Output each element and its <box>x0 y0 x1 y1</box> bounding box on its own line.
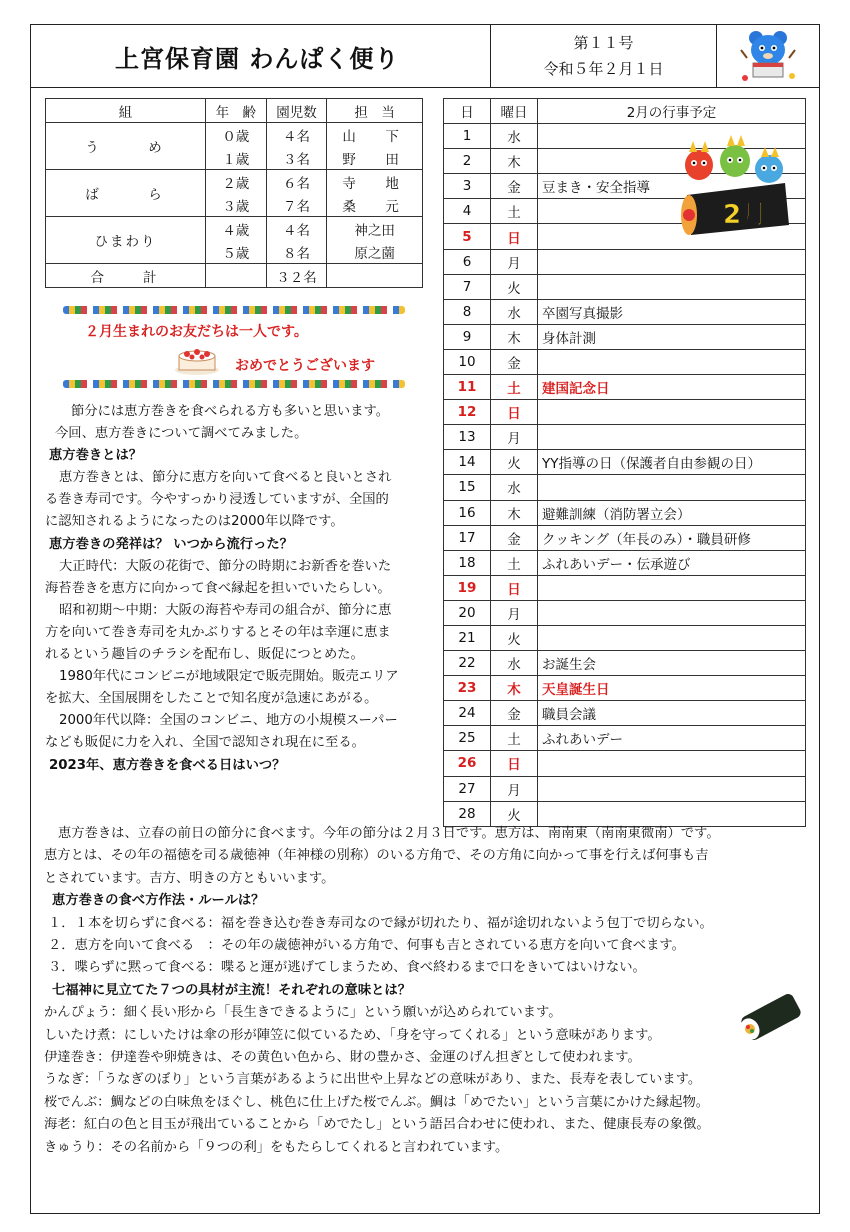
weekday-cell: 水 <box>491 124 538 149</box>
issue-date: 令和５年２月１日 <box>543 60 664 78</box>
event-cell <box>538 274 806 299</box>
day-cell: 3 <box>444 174 491 199</box>
weekday-cell: 水 <box>491 651 538 676</box>
day-cell: 19 <box>444 575 491 600</box>
schedule-row <box>444 575 806 600</box>
day-cell: 28 <box>444 801 491 826</box>
day-cell: 1 <box>444 124 491 149</box>
day-cell: 5 <box>444 224 491 249</box>
age-cell: ２歳 <box>206 170 267 194</box>
event-cell <box>538 475 806 500</box>
paragraph: 恵方巻きは、立春の前日の節分に食べます。今年の節分は２月３日です。恵方は、南南東（南南東微南）です。 <box>58 826 720 841</box>
day-cell: 12 <box>444 400 491 425</box>
weekday-cell: 金 <box>491 174 538 199</box>
schedule-row <box>444 450 806 475</box>
day-cell: 17 <box>444 525 491 550</box>
day-cell: 7 <box>444 274 491 299</box>
schedule-row <box>444 324 806 349</box>
weekday-cell: 土 <box>491 199 538 224</box>
weekday-cell: 月 <box>491 776 538 801</box>
rule-item: ３．喋らずに黙って食べる：喋ると運が逃げてしまうため、食べ終わるまで口をきいてはいけない。 <box>48 960 646 976</box>
weekday-cell: 水 <box>491 475 538 500</box>
schedule-row <box>444 349 806 374</box>
table-row <box>46 170 423 194</box>
empty-cell <box>327 264 423 288</box>
weekday-cell: 木 <box>491 324 538 349</box>
ingredient-item: きゅうり：その名前から「９つの利」をもたらしてくれると言われています。 <box>44 1139 509 1155</box>
day-cell: 18 <box>444 550 491 575</box>
event-cell: ふれあいデー・伝承遊び <box>538 550 806 575</box>
age-cell: １歳 <box>206 146 267 170</box>
staff-cell: 山 下 <box>327 123 423 147</box>
day-cell: 15 <box>444 475 491 500</box>
paragraph: 2000年代以降：全国のコンビニ、地方の小規模スーパー <box>59 713 398 729</box>
section-heading: 七福神に見立てた７つの具材が主流！それぞれの意味とは？ <box>52 982 412 998</box>
schedule-row <box>444 550 806 575</box>
weekday-cell: 火 <box>491 274 538 299</box>
ingredient-item: 伊達巻き：伊達巻や卵焼きは、その黄色い色から、財の豊かさ、金運のげん担ぎとして使われます。 <box>44 1050 641 1066</box>
paragraph: 恵方巻きとは、節分に恵方を向いて食べると良いとされ <box>59 470 392 486</box>
paragraph: 大正時代：大阪の花街で、節分の時期にお新香を巻いた <box>59 558 392 574</box>
event-cell: お誕生会 <box>538 651 806 676</box>
count-cell: ３名 <box>266 146 327 170</box>
event-cell <box>538 400 806 425</box>
staff-cell: 桑 元 <box>327 193 423 217</box>
schedule-row <box>444 425 806 450</box>
paragraph: 方を向いて巻き寿司を丸かぶりするとその年は幸運に恵ま <box>45 624 391 640</box>
schedule-row <box>444 475 806 500</box>
ingredient-item: かんぴょう：細く長い形から「長生きできるように」という願いが込められています。 <box>44 1005 562 1021</box>
col-header-staff: 担 当 <box>327 99 423 123</box>
schedule-row <box>444 299 806 324</box>
section-heading: 恵方巻きの発祥は？ いつから流行った？ <box>49 536 293 552</box>
ingredient-item: うなぎ：「うなぎのぼり」という言葉があるように出世や上昇などの意味があり、また、長寿を表しています。 <box>44 1072 702 1088</box>
paragraph: 恵方とは、その年の福徳を司る歳徳神（年神様の別称）のいる方角で、その方角に向かって事を行えば何事も吉 <box>44 848 709 864</box>
class-roster-table <box>45 98 423 288</box>
day-cell: 20 <box>444 600 491 625</box>
schedule-row <box>444 625 806 650</box>
garland-decoration <box>63 380 405 388</box>
staff-cell: 寺 地 <box>327 170 423 194</box>
event-cell <box>538 349 806 374</box>
day-cell: 9 <box>444 324 491 349</box>
weekday-cell: 日 <box>491 400 538 425</box>
group-name: う め <box>46 123 206 170</box>
event-cell <box>538 249 806 274</box>
section-heading: 恵方巻きの食べ方作法・ルールは？ <box>52 893 265 909</box>
paragraph: なども販促に力を入れ、全国で認知され現在に至る。 <box>45 735 365 751</box>
day-cell: 27 <box>444 776 491 801</box>
day-cell: 23 <box>444 676 491 701</box>
day-cell: 2 <box>444 149 491 174</box>
event-cell: クッキング（年長のみ）・職員研修 <box>538 525 806 550</box>
weekday-cell: 金 <box>491 349 538 374</box>
col-header-count: 園児数 <box>266 99 327 123</box>
newsletter-title: 上宮保育園 わんぱく便り <box>31 25 491 87</box>
weekday-cell: 土 <box>491 550 538 575</box>
issue-info <box>491 25 717 87</box>
schedule-row <box>444 751 806 776</box>
day-cell: 21 <box>444 625 491 650</box>
weekday-cell: 木 <box>491 149 538 174</box>
col-header-weekday: 曜日 <box>491 99 538 124</box>
weekday-cell: 月 <box>491 425 538 450</box>
weekday-cell: 火 <box>491 625 538 650</box>
day-cell: 10 <box>444 349 491 374</box>
day-cell: 8 <box>444 299 491 324</box>
ingredient-item: 海老：紅白の色と目玉が飛出ていることから「めでたし」という語呂合わせに使われ、また、健康長寿の象徴。 <box>44 1117 710 1133</box>
weekday-cell: 火 <box>491 450 538 475</box>
schedule-row <box>444 701 806 726</box>
ehoumaki-sushi-illustration <box>738 990 804 1040</box>
weekday-cell: 火 <box>491 801 538 826</box>
paragraph: 昭和初期～中期：大阪の海苔や寿司の組合が、節分に恵 <box>59 602 392 618</box>
event-cell <box>538 625 806 650</box>
total-row <box>46 264 423 288</box>
staff-cell: 野 田 <box>327 146 423 170</box>
ingredient-item: しいたけ煮：にしいたけは傘の形が陣笠に似ているため、「身を守ってくれる」という意味があります。 <box>44 1027 661 1043</box>
day-cell: 14 <box>444 450 491 475</box>
weekday-cell: 日 <box>491 751 538 776</box>
event-cell <box>538 600 806 625</box>
age-cell: ０歳 <box>206 123 267 147</box>
age-cell: ４歳 <box>206 217 267 241</box>
event-cell <box>538 751 806 776</box>
group-name: ひまわり <box>46 217 206 264</box>
day-cell: 22 <box>444 651 491 676</box>
weekday-cell: 月 <box>491 249 538 274</box>
total-label: 合 計 <box>46 264 206 288</box>
paragraph: とされています。吉方、明きの方ともいいます。 <box>44 870 335 886</box>
col-header-day: 日 <box>444 99 491 124</box>
birthday-announcement <box>45 304 423 388</box>
age-cell: ３歳 <box>206 193 267 217</box>
section-heading: 2023年、恵方巻きを食べる日はいつ？ <box>49 757 286 773</box>
weekday-cell: 日 <box>491 224 538 249</box>
schedule-row <box>444 500 806 525</box>
count-cell: ８名 <box>266 240 327 264</box>
day-cell: 26 <box>444 751 491 776</box>
count-cell: ７名 <box>266 193 327 217</box>
event-cell: 職員会議 <box>538 701 806 726</box>
event-cell <box>538 575 806 600</box>
table-row <box>46 123 423 147</box>
event-cell: 避難訓練（消防署立会） <box>538 500 806 525</box>
count-cell: ６名 <box>266 170 327 194</box>
event-cell: YY指導の日（保護者自由参観の日） <box>538 450 806 475</box>
paragraph: 節分には恵方巻きを食べられる方も多いと思います。 <box>71 404 390 419</box>
table-row <box>46 217 423 241</box>
february-monsters-illustration <box>677 135 797 240</box>
staff-cell: 原之薗 <box>327 240 423 264</box>
schedule-row <box>444 249 806 274</box>
weekday-cell: 木 <box>491 676 538 701</box>
event-cell <box>538 425 806 450</box>
newsletter-header <box>30 24 820 88</box>
schedule-row <box>444 776 806 801</box>
day-cell: 16 <box>444 500 491 525</box>
col-header-age: 年 齢 <box>206 99 267 123</box>
day-cell: 24 <box>444 701 491 726</box>
ingredient-item: 桜でんぶ：鯛などの白味魚をほぐし、桃色に仕上げた桜でんぶ。鯛は「めでたい」という言葉にかけた縁起物。 <box>44 1094 710 1110</box>
event-cell <box>538 776 806 801</box>
total-count: ３２名 <box>266 264 327 288</box>
count-cell: ４名 <box>266 123 327 147</box>
col-header-events: 2月の行事予定 <box>538 99 806 124</box>
event-cell: ふれあいデー <box>538 726 806 751</box>
section-heading: 恵方巻きとは？ <box>49 448 143 464</box>
cake-icon <box>173 344 221 376</box>
rule-item: １．１本を切らずに食べる：福を巻き込む巻き寿司なので縁が切れたり、福が途切れないよう包丁で切らない。 <box>48 915 713 931</box>
schedule-row <box>444 726 806 751</box>
day-cell: 6 <box>444 249 491 274</box>
paragraph: 1980年代にコンビニが地域限定で販売開始。販売エリア <box>59 669 399 685</box>
congratulations-text: おめでとうございます <box>235 358 375 374</box>
rule-item: ２．恵方を向いて食べる ：その年の歳徳神がいる方角で、何事も吉とされている恵方を向いて食べます。 <box>48 938 685 954</box>
garland-decoration <box>63 306 405 314</box>
birthday-count-text: ２月生まれのお友だちは一人です。 <box>85 324 308 340</box>
weekday-cell: 金 <box>491 525 538 550</box>
event-cell: 身体計測 <box>538 324 806 349</box>
day-cell: 25 <box>444 726 491 751</box>
col-header-group: 組 <box>46 99 206 123</box>
event-cell: 建国記念日 <box>538 375 806 400</box>
ehoumaki-article <box>45 401 445 777</box>
weekday-cell: 土 <box>491 726 538 751</box>
schedule-row <box>444 525 806 550</box>
group-name: ば ら <box>46 170 206 217</box>
paragraph: る巻き寿司です。今やすっかり浸透していますが、全国的 <box>45 492 389 508</box>
ehoumaki-article-continued <box>44 823 814 1159</box>
day-cell: 11 <box>444 375 491 400</box>
event-cell: 豆まき・安全指導 <box>538 174 806 199</box>
count-cell: ４名 <box>266 217 327 241</box>
weekday-cell: 土 <box>491 375 538 400</box>
age-cell: ５歳 <box>206 240 267 264</box>
paragraph: に認知されるようになったのは2000年以降です。 <box>45 514 344 530</box>
schedule-row <box>444 600 806 625</box>
weekday-cell: 水 <box>491 299 538 324</box>
schedule-row <box>444 274 806 299</box>
paragraph: 今回、恵方巻きについて調べてみました。 <box>55 426 308 442</box>
staff-cell: 神之田 <box>327 217 423 241</box>
paragraph: を拡大、全国展開をしたことで知名度が急速にあがる。 <box>45 691 378 707</box>
schedule-row <box>444 400 806 425</box>
schedule-row <box>444 676 806 701</box>
weekday-cell: 月 <box>491 600 538 625</box>
day-cell: 13 <box>444 425 491 450</box>
weekday-cell: 日 <box>491 575 538 600</box>
issue-number: 第１１号 <box>573 34 634 52</box>
weekday-cell: 木 <box>491 500 538 525</box>
event-cell: 卒園写真撮影 <box>538 299 806 324</box>
weekday-cell: 金 <box>491 701 538 726</box>
event-cell: 天皇誕生日 <box>538 676 806 701</box>
bear-drummer-illustration <box>717 25 819 87</box>
schedule-row <box>444 651 806 676</box>
day-cell: 4 <box>444 199 491 224</box>
paragraph: 海苔巻きを恵方に向かって食べ縁起を担いでいたらしい。 <box>45 580 391 596</box>
month-badge: 2月 <box>723 200 768 230</box>
schedule-row <box>444 375 806 400</box>
paragraph: れるという趣旨のチラシを配布し、販促につとめた。 <box>45 647 364 663</box>
empty-cell <box>206 264 267 288</box>
